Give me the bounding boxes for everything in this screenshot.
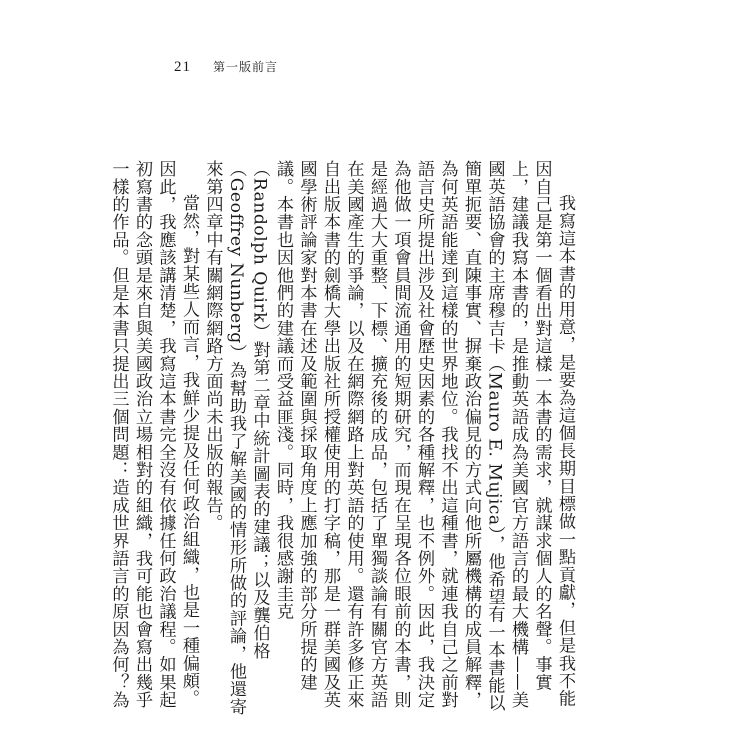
page-number: 21: [174, 59, 191, 75]
chapter-title: 第一版前言: [213, 60, 279, 74]
body-text: [108, 160, 576, 716]
paragraph-2: 當然，對某些人而言，我鮮少提及任何政治組織，也是一種偏頗。因此，我應該講清楚，我寫這本書完全沒有依據任何政治議程。如果起初寫書的念頭是來自與美國政治立場相對的組織，我可能也會寫出幾乎一樣的作品。但是本書只提出三個問題：造成世界語言的原因為何？為: [108, 160, 199, 709]
paragraph-1: 我寫這本書的用意，是要為這個長期目標做一點貢獻，但是我不能因自己是第一個看出對這樣一本書的需求，就謀求個人的名聲。事實上，建議我寫本書的，是推動英語成為美國官方語言的最大機構——美國英語協會的主席穆吉卡（Mauro E. Mujica），他希望有一本書能以簡單扼要、直陳事實、摒棄政治偏見的方式向他所屬機構的成員解釋，為何英語能達到這樣的世界地位。我找不出這種書，就連我自己之前對語言史所提出涉及社會歷史因素的各種解釋，也不例外。因此，我決定為他做一項會員間流通用的短期研究，而現在呈現各位眼前的本書，則是經過大大重整、下標、擴充後的成品，包括了單獨談論有關官方英語在美國產生的爭論，以及在網際網路上對英語的使用。還有許多修正來自出版本書的劍橋大學出版社所授權使用的打字稿，那是一群美國及英國學術評論家對本書在述及範圍與採取角度上應加強的部分所提的建議。本書也因他們的建議而受益匪淺。同時，我很感謝圭克（Randolph Quirk）對第二章中統計圖表的建議；以及龔伯格（Geoffrey Nunberg）為幫助我了解美國的情形所做的評論，他還寄來第四章中有關網際網路方面尚未出版的報告。: [202, 160, 575, 716]
running-header: [174, 58, 278, 76]
